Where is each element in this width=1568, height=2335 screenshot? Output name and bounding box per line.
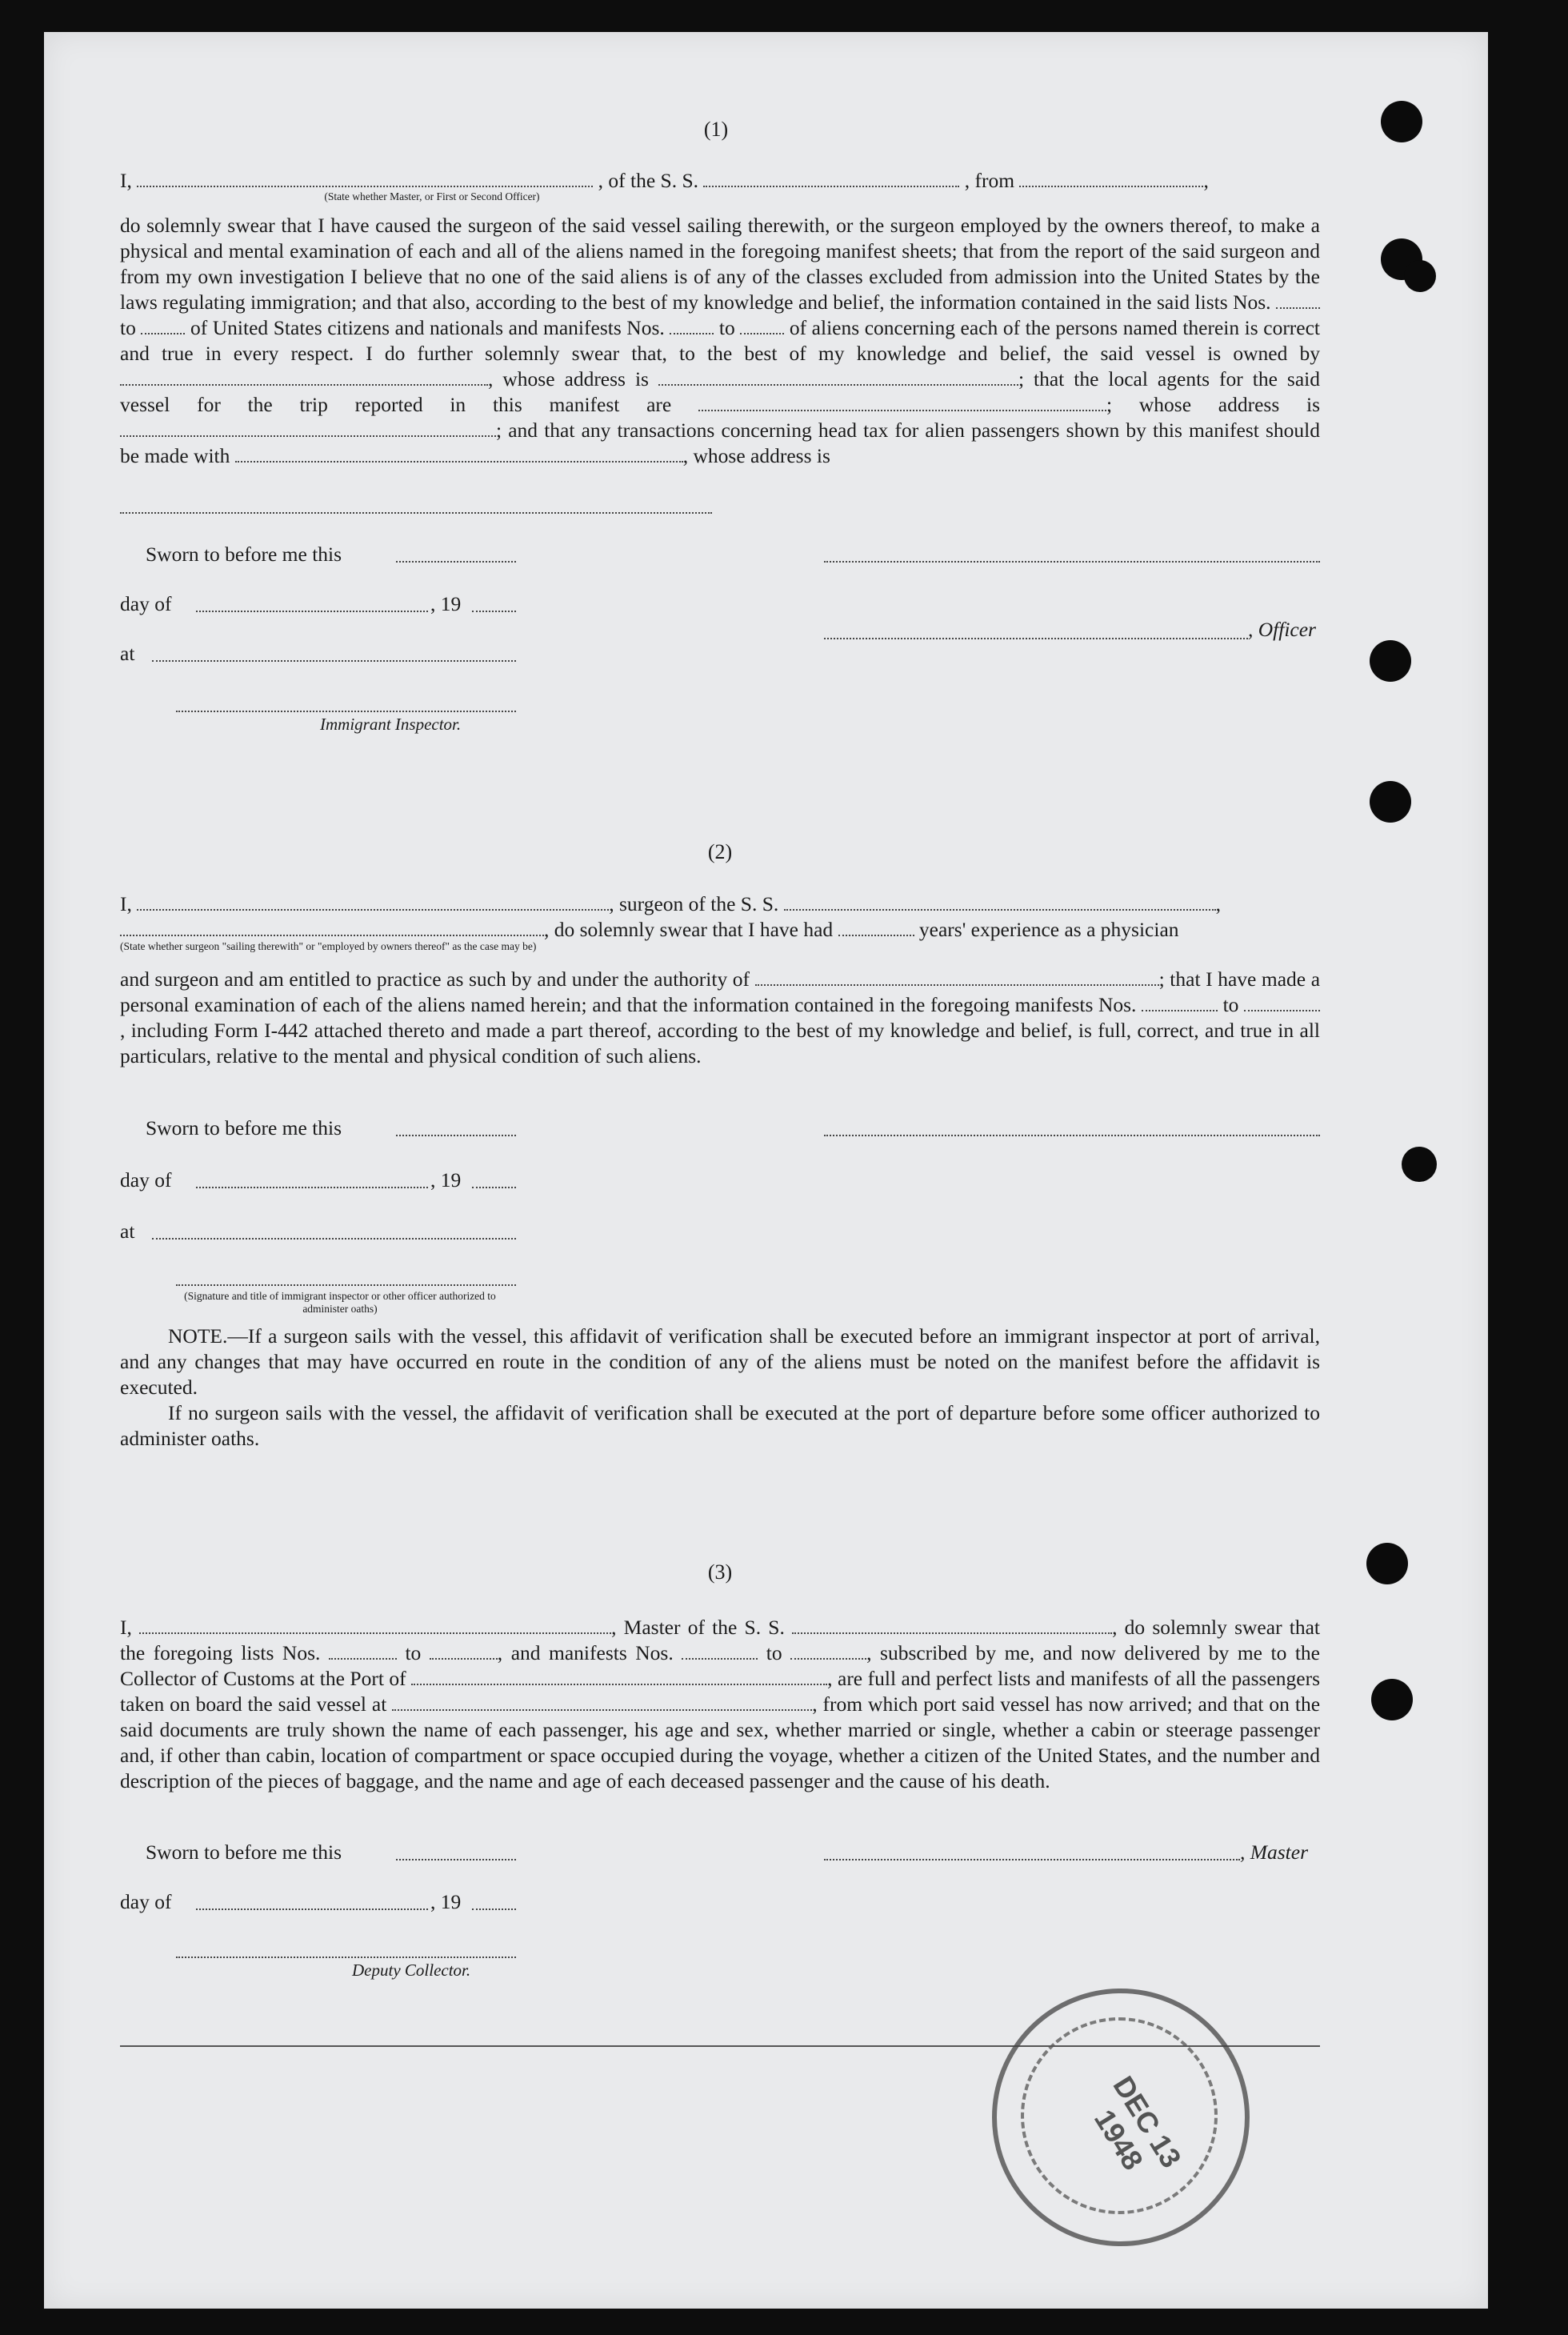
manifests-to-field[interactable] xyxy=(740,315,784,334)
whose-address-label: , whose address is xyxy=(682,444,830,467)
signature-title-caption: (Signature and title of immigrant inspector or other officer authorized to administer oaths) xyxy=(184,1290,496,1315)
s3-lists-to-field[interactable] xyxy=(430,1640,498,1660)
boarding-port-field[interactable] xyxy=(392,1692,812,1711)
day-of-field-2[interactable] xyxy=(196,1187,428,1188)
year-field-1[interactable] xyxy=(472,611,516,612)
head-tax-contact-field[interactable] xyxy=(235,443,683,463)
signature-line-2[interactable] xyxy=(824,1135,1320,1136)
punch-hole xyxy=(1402,1147,1437,1182)
inspector-signature-field[interactable] xyxy=(176,711,516,712)
day-of-field-1[interactable] xyxy=(196,611,428,612)
to-label: to xyxy=(766,1641,782,1664)
section-2-body-text-2: , including Form I-442 attached thereto and made a part thereof, according to the best of my knowledge and belief, is full, correct, and true in all particulars, relative to the mental and physical condition of such aliens. xyxy=(120,1019,1320,1067)
section-1-number: (1) xyxy=(703,118,729,141)
whose-address-label: whose address is xyxy=(1138,393,1321,416)
years-experience-text: years' experience as a physician xyxy=(918,918,1179,941)
subscribed-text: , subscribed by me, and now xyxy=(866,1641,1116,1664)
section-2-number: (2) xyxy=(707,840,733,863)
punch-hole xyxy=(1370,640,1411,682)
semicolon: ; xyxy=(1158,967,1165,991)
section-2-body-text: that I have made a personal examination of each of the aliens named herein; and that the information contained in the foregoing manifests Nos. xyxy=(120,967,1321,1016)
surgeon-status-field[interactable] xyxy=(120,917,544,936)
and-manifests-text: , and manifests Nos. xyxy=(497,1641,674,1664)
master-name-field[interactable] xyxy=(139,1615,611,1634)
swear-had-text: , do solemnly swear that I have had xyxy=(544,918,834,941)
from-which-text: , from which xyxy=(812,1692,918,1716)
section-3-body xyxy=(120,1615,1320,1794)
lists-to-field[interactable] xyxy=(141,315,185,334)
punch-hole xyxy=(1404,260,1436,292)
master-signature-field[interactable] xyxy=(824,1859,1240,1860)
collector-signature-field[interactable] xyxy=(176,1957,516,1958)
note-1: NOTE.—If a surgeon sails with the vessel, this affidavit of verification shall be executed before an immigrant inspector at port of arrival, and any changes that may have occurred en route in the condition of any of the aliens must be noted on the manifest before the affidavit is executed. xyxy=(120,1324,1320,1399)
citizens-text: of United States citizens and nationals and manifests Nos. xyxy=(190,316,665,339)
surgeon-caption: (State whether surgeon "sailing therewith" or "employed by owners thereof" as the case may be) xyxy=(120,940,537,952)
year-label-1: , 19 xyxy=(430,592,462,615)
to-label: to xyxy=(1222,993,1239,1016)
section-2-body xyxy=(120,967,1320,1069)
sworn-label-1: Sworn to before me this xyxy=(146,543,342,566)
agents-address-field[interactable] xyxy=(120,418,496,437)
manifests-all-text: manifests of all the passengers taken on board the said vessel at xyxy=(120,1667,1321,1716)
at-field-2[interactable] xyxy=(152,1238,516,1240)
from-port-field[interactable] xyxy=(1019,168,1203,187)
year-field-2[interactable] xyxy=(472,1187,516,1188)
s3-lists-from-field[interactable] xyxy=(329,1640,397,1660)
i-label: I, xyxy=(120,1616,132,1639)
semicolon: ; xyxy=(1106,393,1113,416)
day-of-label-2: day of xyxy=(120,1168,172,1192)
signature-line-1[interactable] xyxy=(824,561,1320,563)
officer-signature-field[interactable] xyxy=(824,638,1248,639)
punch-hole xyxy=(1370,781,1411,823)
swear-lists-text: swear that the foregoing lists Nos. xyxy=(120,1616,1321,1664)
sworn-label-2: Sworn to before me this xyxy=(146,1116,342,1139)
section-3-paragraph xyxy=(120,1615,1320,1794)
to-label: to xyxy=(405,1641,422,1664)
s3-manifests-to-field[interactable] xyxy=(790,1640,866,1660)
at-label-1: at xyxy=(120,642,135,665)
from-label: , from xyxy=(964,169,1015,192)
punch-hole xyxy=(1381,101,1422,142)
s2-manifests-to-field[interactable] xyxy=(1244,992,1320,1011)
do-solemnly-text: , do solemnly xyxy=(1112,1616,1227,1639)
head-tax-address-field[interactable] xyxy=(120,512,712,514)
owned-text: of aliens concerning each of the persons named therein is correct and true in every respect. I do further solemnly swear that, to the best of my knowledge and belief, the said vessel is owned by xyxy=(120,316,1321,365)
section-2-paragraph xyxy=(120,967,1320,1069)
at-label-2: at xyxy=(120,1220,135,1243)
authority-field[interactable] xyxy=(755,967,1159,986)
at-field-1[interactable] xyxy=(152,660,516,662)
sworn-date-field-1[interactable] xyxy=(396,561,516,563)
of-ss-label: , of the S. S. xyxy=(598,169,699,192)
vessel-name-field[interactable] xyxy=(703,168,959,187)
semicolon: ; xyxy=(1018,367,1025,391)
punch-hole xyxy=(1366,1543,1408,1584)
section-2-header xyxy=(120,891,1320,943)
master-label: , Master xyxy=(1240,1840,1308,1864)
note-2: If no surgeon sails with the vessel, the affidavit of verification shall be executed at the port of departure before some officer authorized to administer oaths. xyxy=(120,1401,1320,1450)
i-label: I, xyxy=(120,169,132,192)
year-label-3: , 19 xyxy=(430,1890,462,1913)
s3-manifests-from-field[interactable] xyxy=(682,1640,758,1660)
deputy-collector-label: Deputy Collector. xyxy=(352,1961,471,1980)
officer-name-field[interactable] xyxy=(137,168,593,187)
master-vessel-field[interactable] xyxy=(792,1615,1112,1634)
officer-signature-field-2[interactable] xyxy=(176,1284,516,1286)
year-label-2: , 19 xyxy=(430,1168,462,1192)
head-tax-text: ; and that any transactions concerning head tax for alien passengers shown by this manifest should be made with xyxy=(120,419,1320,467)
customs-port-field[interactable] xyxy=(411,1666,827,1685)
authority-text: and surgeon and am entitled to practice as such by and under the authority of xyxy=(120,967,750,991)
day-of-label-3: day of xyxy=(120,1890,172,1913)
section-1-paragraph xyxy=(120,213,1320,469)
s2-manifests-from-field[interactable] xyxy=(1142,992,1218,1011)
comma: , xyxy=(1203,169,1209,192)
agents-text: that the local agents for the said vessel for the trip reported in this manifest are xyxy=(120,367,1320,416)
immigrant-inspector-label: Immigrant Inspector. xyxy=(320,715,462,734)
surgeon-name-field[interactable] xyxy=(137,891,609,911)
sworn-date-field-2[interactable] xyxy=(396,1135,516,1136)
section-2-line-1 xyxy=(120,891,1320,917)
section-3-body-text: port said vessel has now arrived; and that on the said documents are truly shown the name of each passenger, his age and sex, whether married or single, whether a cabin or steerage passenger and, if other than cabin, location of compartment or space occupied during the voyage, whether a citizen of the United States, and the number and description of the pieces of baggage, and the name and age of each deceased passenger and the cause of his death. xyxy=(120,1692,1321,1792)
officer-caption: (State whether Master, or First or Second Officer) xyxy=(324,190,540,202)
section-1-body-text: do solemnly swear that I have caused the surgeon of the said vessel sailing therewith, or the surgeon employed by the owners thereof, to make a physical and mental examination of each and all of the aliens named in the foregoing manifest sheets; that from the report of the said surgeon and from my own investigation I believe that no one of the said aliens is of any of the classes excluded from admission into the United States by the laws regulating immigration; and that also, according to the best of my knowledge and belief, the information contained in the said lists Nos. xyxy=(120,214,1320,314)
lists-from-field[interactable] xyxy=(1276,290,1320,309)
to-label: to xyxy=(120,316,136,339)
owner-address-field[interactable] xyxy=(658,366,1018,386)
section-2-line-2 xyxy=(120,917,1320,943)
i-label: I, xyxy=(120,892,132,915)
day-of-field-3[interactable] xyxy=(196,1908,428,1910)
punch-hole xyxy=(1371,1679,1413,1720)
officer-label: , Officer xyxy=(1248,618,1316,641)
full-perfect-text: , are full and perfect lists and xyxy=(827,1667,1066,1690)
sworn-date-field-3[interactable] xyxy=(396,1859,516,1860)
arrival-date-stamp xyxy=(992,1989,1250,2246)
stamp-date: DEC 13 1948 xyxy=(1088,2070,1189,2176)
section-3-number: (3) xyxy=(707,1560,733,1584)
year-field-3[interactable] xyxy=(472,1908,516,1910)
agents-field[interactable] xyxy=(698,392,1106,411)
surgeon-vessel-field[interactable] xyxy=(784,891,1216,911)
owner-field[interactable] xyxy=(120,366,488,386)
manifests-from-field[interactable] xyxy=(670,315,714,334)
whose-address-label: , whose address is xyxy=(488,367,649,391)
day-of-label-1: day of xyxy=(120,592,172,615)
section-1-body xyxy=(120,213,1320,469)
comma: , xyxy=(1215,892,1222,915)
note-block xyxy=(120,1324,1320,1452)
years-experience-field[interactable] xyxy=(838,917,914,936)
sworn-label-3: Sworn to before me this xyxy=(146,1840,342,1864)
delivered-text: delivered by me to the Collector of Customs at the Port of xyxy=(120,1641,1320,1690)
to-label: to xyxy=(718,316,735,339)
surgeon-of-label: , surgeon of the S. S. xyxy=(609,892,779,915)
master-of-label: , Master of the S. S. xyxy=(611,1616,785,1639)
